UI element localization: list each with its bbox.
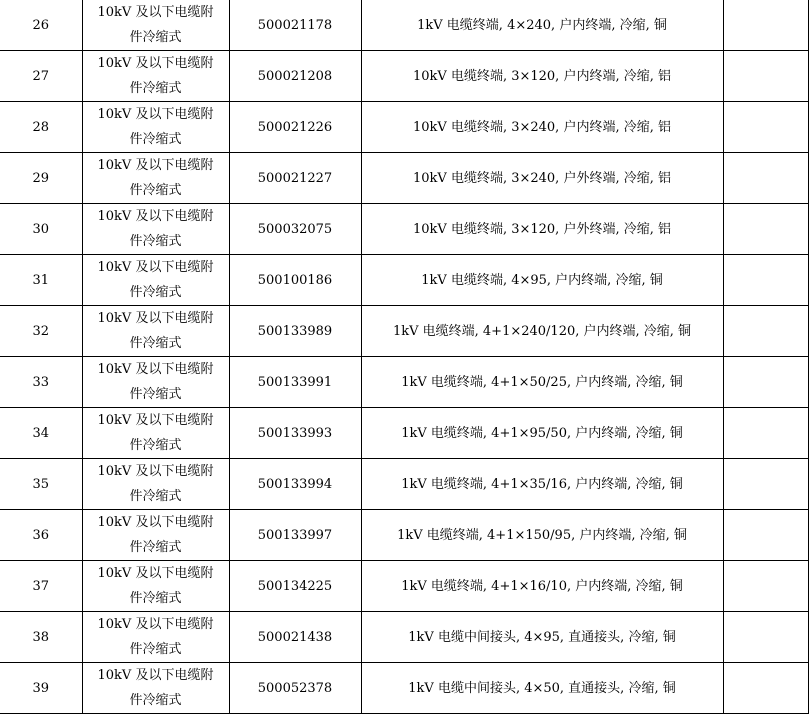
category-line-2: 件冷缩式 <box>129 540 182 555</box>
material-code-cell: 500133994 <box>229 459 361 510</box>
category-line-1: 10kV 及以下电缆附 <box>97 260 214 275</box>
material-code-cell: 500133989 <box>229 306 361 357</box>
table-row <box>0 510 808 561</box>
description-cell: 1kV 电缆终端, 4×95, 户内终端, 冷缩, 铜 <box>361 255 723 306</box>
category-cell <box>82 561 229 612</box>
table-row <box>0 612 808 663</box>
table-row <box>0 459 808 510</box>
category-cell <box>82 255 229 306</box>
row-number-cell: 38 <box>0 612 82 663</box>
category-cell <box>82 51 229 102</box>
extra-cell <box>723 663 808 714</box>
row-number-cell: 35 <box>0 459 82 510</box>
category-cell <box>82 0 229 51</box>
material-code-cell: 500021208 <box>229 51 361 102</box>
category-cell <box>82 306 229 357</box>
table-row <box>0 306 808 357</box>
category-line-1: 10kV 及以下电缆附 <box>97 56 214 71</box>
category-line-2: 件冷缩式 <box>129 336 182 351</box>
table-row <box>0 408 808 459</box>
description-cell: 1kV 电缆终端, 4+1×50/25, 户内终端, 冷缩, 铜 <box>361 357 723 408</box>
category-line-2: 件冷缩式 <box>129 387 182 402</box>
description-cell: 1kV 电缆终端, 4+1×95/50, 户内终端, 冷缩, 铜 <box>361 408 723 459</box>
category-line-2: 件冷缩式 <box>129 285 182 300</box>
extra-cell <box>723 204 808 255</box>
description-cell: 1kV 电缆终端, 4×240, 户内终端, 冷缩, 铜 <box>361 0 723 51</box>
category-cell <box>82 510 229 561</box>
material-code-cell: 500100186 <box>229 255 361 306</box>
category-line-2: 件冷缩式 <box>129 591 182 606</box>
extra-cell <box>723 612 808 663</box>
description-cell: 10kV 电缆终端, 3×120, 户外终端, 冷缩, 铝 <box>361 204 723 255</box>
category-cell <box>82 102 229 153</box>
material-code-cell: 500134225 <box>229 561 361 612</box>
table-row <box>0 204 808 255</box>
extra-cell <box>723 306 808 357</box>
extra-cell <box>723 459 808 510</box>
category-line-1: 10kV 及以下电缆附 <box>97 413 214 428</box>
extra-cell <box>723 0 808 51</box>
extra-cell <box>723 51 808 102</box>
extra-cell <box>723 357 808 408</box>
table-row <box>0 255 808 306</box>
table-row <box>0 663 808 714</box>
extra-cell <box>723 510 808 561</box>
row-number-cell: 36 <box>0 510 82 561</box>
material-code-cell: 500133997 <box>229 510 361 561</box>
category-line-2: 件冷缩式 <box>129 30 182 45</box>
category-cell <box>82 459 229 510</box>
extra-cell <box>723 255 808 306</box>
category-line-2: 件冷缩式 <box>129 489 182 504</box>
category-line-2: 件冷缩式 <box>129 81 182 96</box>
description-cell: 1kV 电缆中间接头, 4×95, 直通接头, 冷缩, 铜 <box>361 612 723 663</box>
description-cell: 1kV 电缆终端, 4+1×240/120, 户内终端, 冷缩, 铜 <box>361 306 723 357</box>
table-row <box>0 0 808 51</box>
row-number-cell: 31 <box>0 255 82 306</box>
category-line-2: 件冷缩式 <box>129 132 182 147</box>
category-cell <box>82 663 229 714</box>
extra-cell <box>723 408 808 459</box>
category-line-1: 10kV 及以下电缆附 <box>97 566 214 581</box>
row-number-cell: 30 <box>0 204 82 255</box>
category-line-1: 10kV 及以下电缆附 <box>97 311 214 326</box>
material-code-cell: 500133991 <box>229 357 361 408</box>
extra-cell <box>723 153 808 204</box>
category-cell <box>82 612 229 663</box>
category-line-1: 10kV 及以下电缆附 <box>97 209 214 224</box>
row-number-cell: 34 <box>0 408 82 459</box>
category-cell <box>82 357 229 408</box>
category-cell <box>82 153 229 204</box>
material-code-cell: 500021226 <box>229 102 361 153</box>
description-cell: 1kV 电缆终端, 4+1×35/16, 户内终端, 冷缩, 铜 <box>361 459 723 510</box>
row-number-cell: 33 <box>0 357 82 408</box>
row-number-cell: 26 <box>0 0 82 51</box>
category-line-2: 件冷缩式 <box>129 234 182 249</box>
description-cell: 10kV 电缆终端, 3×120, 户内终端, 冷缩, 铝 <box>361 51 723 102</box>
table-row <box>0 357 808 408</box>
category-line-1: 10kV 及以下电缆附 <box>97 362 214 377</box>
material-code-cell: 500133993 <box>229 408 361 459</box>
extra-cell <box>723 561 808 612</box>
material-code-cell: 500021438 <box>229 612 361 663</box>
row-number-cell: 29 <box>0 153 82 204</box>
category-line-2: 件冷缩式 <box>129 183 182 198</box>
category-line-2: 件冷缩式 <box>129 438 182 453</box>
table-row <box>0 561 808 612</box>
material-code-cell: 500032075 <box>229 204 361 255</box>
description-cell: 1kV 电缆中间接头, 4×50, 直通接头, 冷缩, 铜 <box>361 663 723 714</box>
extra-cell <box>723 102 808 153</box>
category-line-1: 10kV 及以下电缆附 <box>97 617 214 632</box>
description-cell: 10kV 电缆终端, 3×240, 户外终端, 冷缩, 铝 <box>361 153 723 204</box>
category-line-1: 10kV 及以下电缆附 <box>97 107 214 122</box>
category-line-1: 10kV 及以下电缆附 <box>97 515 214 530</box>
table-row <box>0 153 808 204</box>
table-row <box>0 102 808 153</box>
material-code-cell: 500052378 <box>229 663 361 714</box>
category-line-2: 件冷缩式 <box>129 693 182 708</box>
material-code-cell: 500021178 <box>229 0 361 51</box>
row-number-cell: 27 <box>0 51 82 102</box>
material-code-cell: 500021227 <box>229 153 361 204</box>
category-cell <box>82 204 229 255</box>
category-line-1: 10kV 及以下电缆附 <box>97 668 214 683</box>
row-number-cell: 28 <box>0 102 82 153</box>
category-cell <box>82 408 229 459</box>
category-line-1: 10kV 及以下电缆附 <box>97 5 214 20</box>
description-cell: 10kV 电缆终端, 3×240, 户内终端, 冷缩, 铝 <box>361 102 723 153</box>
description-cell: 1kV 电缆终端, 4+1×16/10, 户内终端, 冷缩, 铜 <box>361 561 723 612</box>
category-line-1: 10kV 及以下电缆附 <box>97 158 214 173</box>
row-number-cell: 37 <box>0 561 82 612</box>
description-cell: 1kV 电缆终端, 4+1×150/95, 户内终端, 冷缩, 铜 <box>361 510 723 561</box>
row-number-cell: 32 <box>0 306 82 357</box>
table-row <box>0 51 808 102</box>
category-line-2: 件冷缩式 <box>129 642 182 657</box>
category-line-1: 10kV 及以下电缆附 <box>97 464 214 479</box>
row-number-cell: 39 <box>0 663 82 714</box>
